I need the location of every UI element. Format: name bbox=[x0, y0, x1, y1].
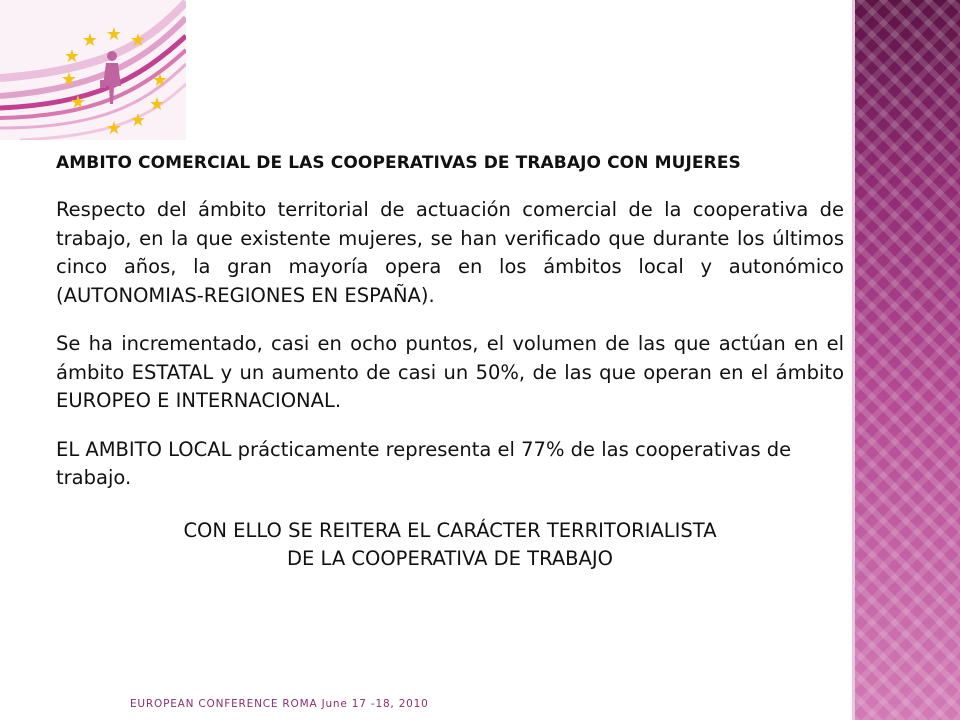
paragraph-territorial-scope: Respecto del ámbito territorial de actuación comercial de la cooperativa de trabajo, en la que existente mujeres, se han verificado que durante los últimos cinco años, la gran mayoría opera en los ámbitos local y autonómico (AUTONOMIAS-REGIONES EN ESPAÑA). bbox=[56, 198, 844, 307]
svg-text:★: ★ bbox=[81, 30, 99, 51]
decorative-side-band bbox=[852, 0, 960, 720]
svg-text:★: ★ bbox=[105, 118, 123, 139]
svg-text:★: ★ bbox=[129, 30, 147, 51]
slide-heading: AMBITO COMERCIAL DE LAS COOPERATIVAS DE TRABAJO CON MUJERES bbox=[56, 153, 741, 173]
svg-text:★: ★ bbox=[69, 92, 87, 113]
svg-text:★: ★ bbox=[60, 69, 78, 90]
svg-text:★: ★ bbox=[148, 94, 166, 115]
footer-conference: EUROPEAN CONFERENCE ROMA June 17 -18, 2010 bbox=[130, 698, 429, 710]
closing-line-1: CON ELLO SE REITERA EL CARÁCTER TERRITORIALISTA bbox=[183, 518, 717, 542]
side-band-edge bbox=[852, 0, 855, 720]
slide-content bbox=[56, 150, 844, 573]
paragraph-local-share: EL AMBITO LOCAL prácticamente representa el 77% de las cooperativas de trabajo. bbox=[56, 437, 792, 489]
svg-text:★: ★ bbox=[63, 46, 81, 67]
svg-text:★: ★ bbox=[105, 24, 123, 45]
svg-text:★: ★ bbox=[129, 110, 147, 131]
svg-text:★: ★ bbox=[151, 70, 169, 91]
closing-line-2: DE LA COOPERATIVA DE TRABAJO bbox=[286, 546, 613, 570]
closing-statement bbox=[56, 517, 844, 573]
paragraph-increase: Se ha incrementado, casi en ocho puntos, el volumen de las que actúan en el ámbito ESTATAL y un aumento de casi un 50%, de las que operan en el ámbito EUROPEO E INTERNACIONAL. bbox=[56, 332, 844, 412]
eu-stars-woman-logo-icon bbox=[0, 0, 186, 140]
